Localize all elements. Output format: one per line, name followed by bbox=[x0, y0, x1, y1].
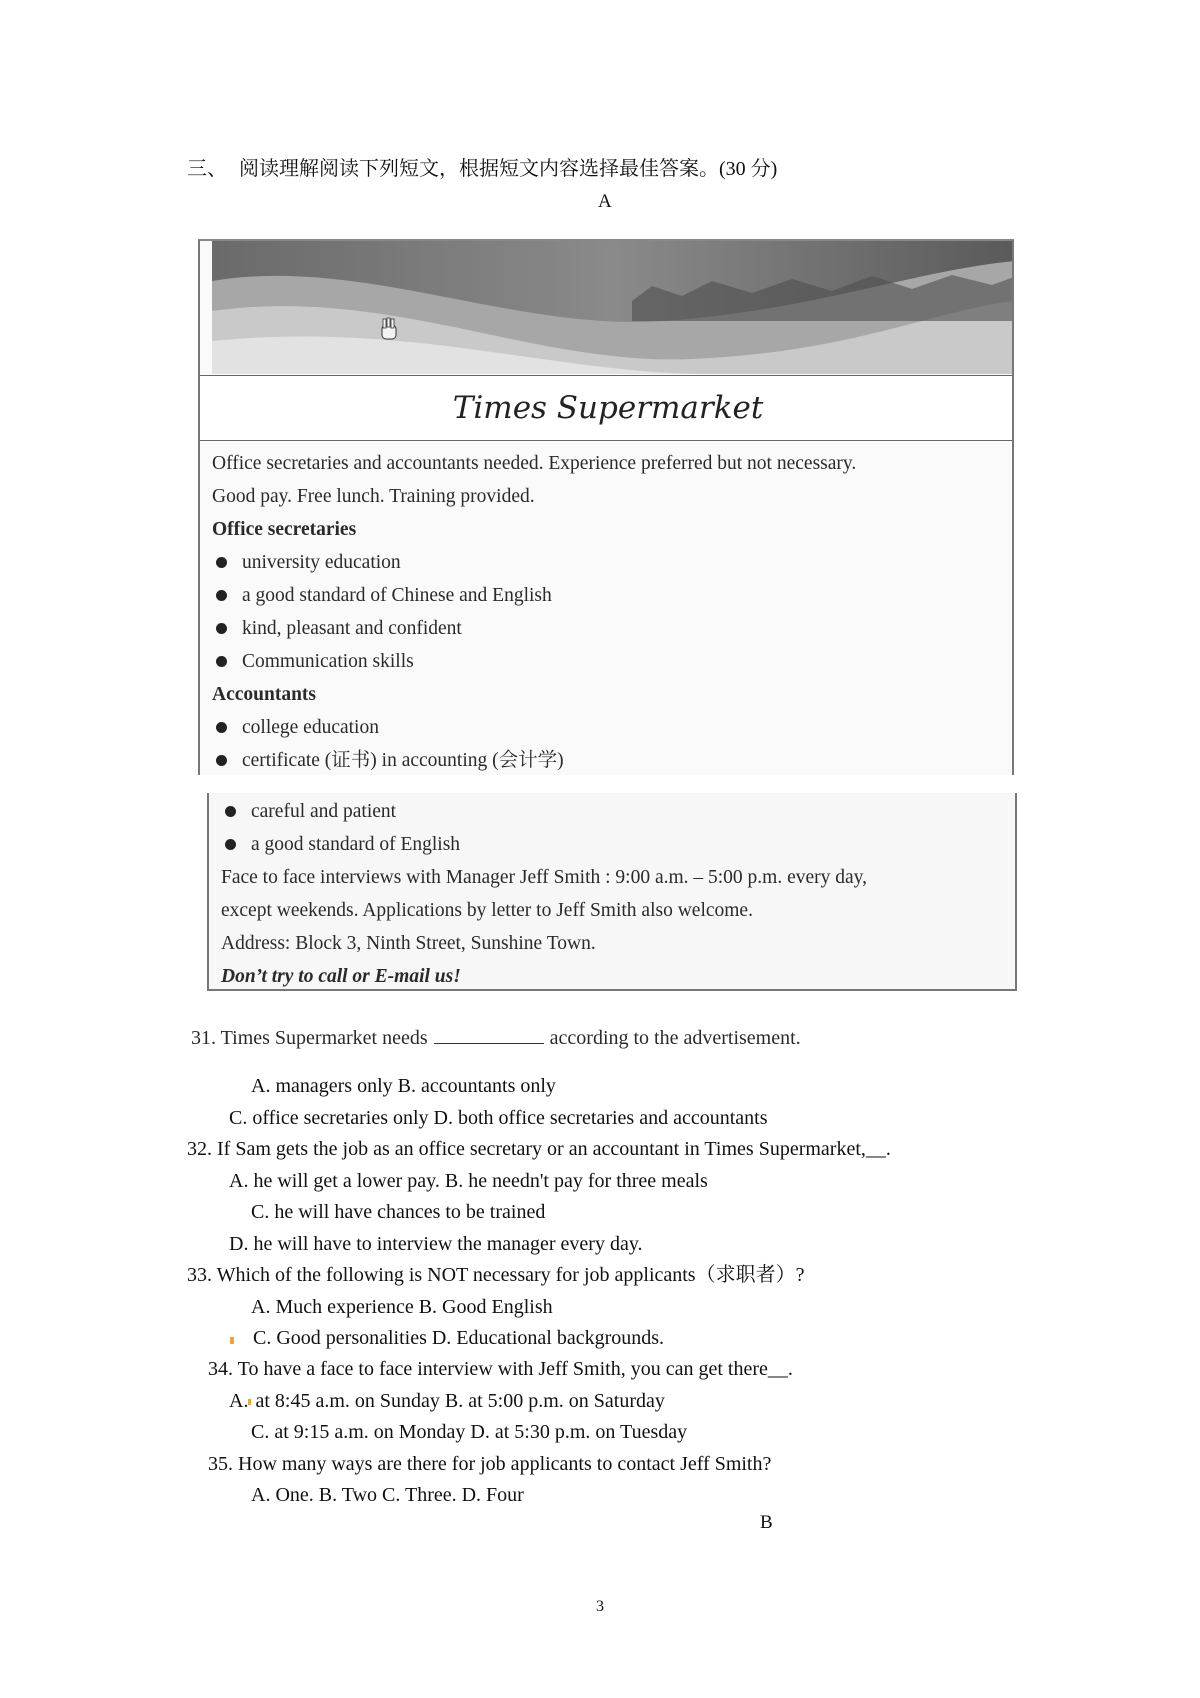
scan-mark bbox=[248, 1399, 251, 1405]
interview-info: Face to face interviews with Manager Jeff Smith : 9:00 a.m. – 5:00 p.m. every day, bbox=[221, 867, 868, 888]
requirement-item: Communication skills bbox=[212, 645, 1007, 678]
hand-cursor-icon bbox=[382, 318, 396, 339]
question-33: 33. Which of the following is NOT necessary for job applicants（求职者）? bbox=[187, 1264, 805, 1286]
option-text: at 8:45 a.m. on Sunday B. at 5:00 p.m. on Saturday bbox=[255, 1390, 665, 1412]
address-line: Address: Block 3, Ninth Street, Sunshine Town. bbox=[221, 933, 596, 954]
requirement-item: careful and patient bbox=[221, 795, 1016, 828]
accountants-heading: Accountants bbox=[212, 684, 317, 705]
page-number: 3 bbox=[596, 1598, 604, 1615]
question-35: 35. How many ways are there for job applicants to contact Jeff Smith? bbox=[208, 1453, 772, 1475]
ad-body-top bbox=[212, 447, 1007, 775]
warning-line: Don’t try to call or E-mail us! bbox=[221, 966, 461, 987]
advertisement bbox=[198, 239, 1014, 775]
answer-blank bbox=[434, 1025, 544, 1044]
secretaries-heading: Office secretaries bbox=[212, 519, 357, 540]
answer-options: A. Much experience B. Good English bbox=[251, 1296, 553, 1318]
banner-image bbox=[212, 241, 1014, 374]
question-32: 32. If Sam gets the job as an office secretary or an accountant in Times Supermarket,__. bbox=[187, 1138, 891, 1160]
requirement-item: kind, pleasant and confident bbox=[212, 612, 1007, 645]
answer-options bbox=[229, 1389, 665, 1413]
ad-intro-line: Good pay. Free lunch. Training provided. bbox=[212, 486, 535, 507]
ad-body-bottom bbox=[221, 795, 1016, 993]
answer-options: A. he will get a lower pay. B. he needn't pay for three meals bbox=[229, 1170, 708, 1192]
ad-title: Times Supermarket bbox=[452, 390, 764, 426]
question-34: 34. To have a face to face interview with Jeff Smith, you can get there__. bbox=[208, 1358, 793, 1380]
section-heading bbox=[187, 152, 777, 181]
question-31 bbox=[191, 1025, 801, 1050]
section-instruction: 阅读理解阅读下列短文，根据短文内容选择最佳答案。(30 分) bbox=[239, 158, 778, 180]
ad-intro-line: Office secretaries and accountants needed. Experience preferred but not necessary. bbox=[212, 453, 857, 474]
question-text: 31. Times Supermarket needs bbox=[191, 1027, 428, 1049]
answer-options: A. One. B. Two C. Three. D. Four bbox=[251, 1484, 524, 1506]
answer-options: C. Good personalities D. Educational backgrounds. bbox=[253, 1327, 665, 1349]
passage-a-label: A bbox=[598, 191, 612, 212]
scan-mark bbox=[230, 1337, 234, 1344]
answer-options: C. office secretaries only D. both office secretaries and accountants bbox=[229, 1107, 768, 1129]
advertisement-continued bbox=[207, 793, 1017, 991]
passage-b-label: B bbox=[760, 1512, 773, 1533]
answer-options: C. he will have chances to be trained bbox=[251, 1201, 546, 1223]
requirement-item: a good standard of Chinese and English bbox=[212, 579, 1007, 612]
answer-options: A. managers only B. accountants only bbox=[251, 1075, 556, 1097]
requirement-item: a good standard of English bbox=[221, 828, 1016, 861]
option-letter: A. bbox=[229, 1390, 249, 1412]
question-text: according to the advertisement. bbox=[549, 1027, 801, 1049]
interview-info: except weekends. Applications by letter to Jeff Smith also welcome. bbox=[221, 900, 753, 921]
section-number: 三、 bbox=[187, 158, 227, 180]
requirement-item: university education bbox=[212, 546, 1007, 579]
ad-title-bar bbox=[200, 375, 1014, 441]
answer-options: C. at 9:15 a.m. on Monday D. at 5:30 p.m. on Tuesday bbox=[251, 1421, 688, 1443]
requirement-item: college education bbox=[212, 711, 1007, 744]
answer-options: D. he will have to interview the manager every day. bbox=[229, 1233, 643, 1255]
requirement-item: certificate (证书) in accounting (会计学) bbox=[212, 744, 1007, 775]
